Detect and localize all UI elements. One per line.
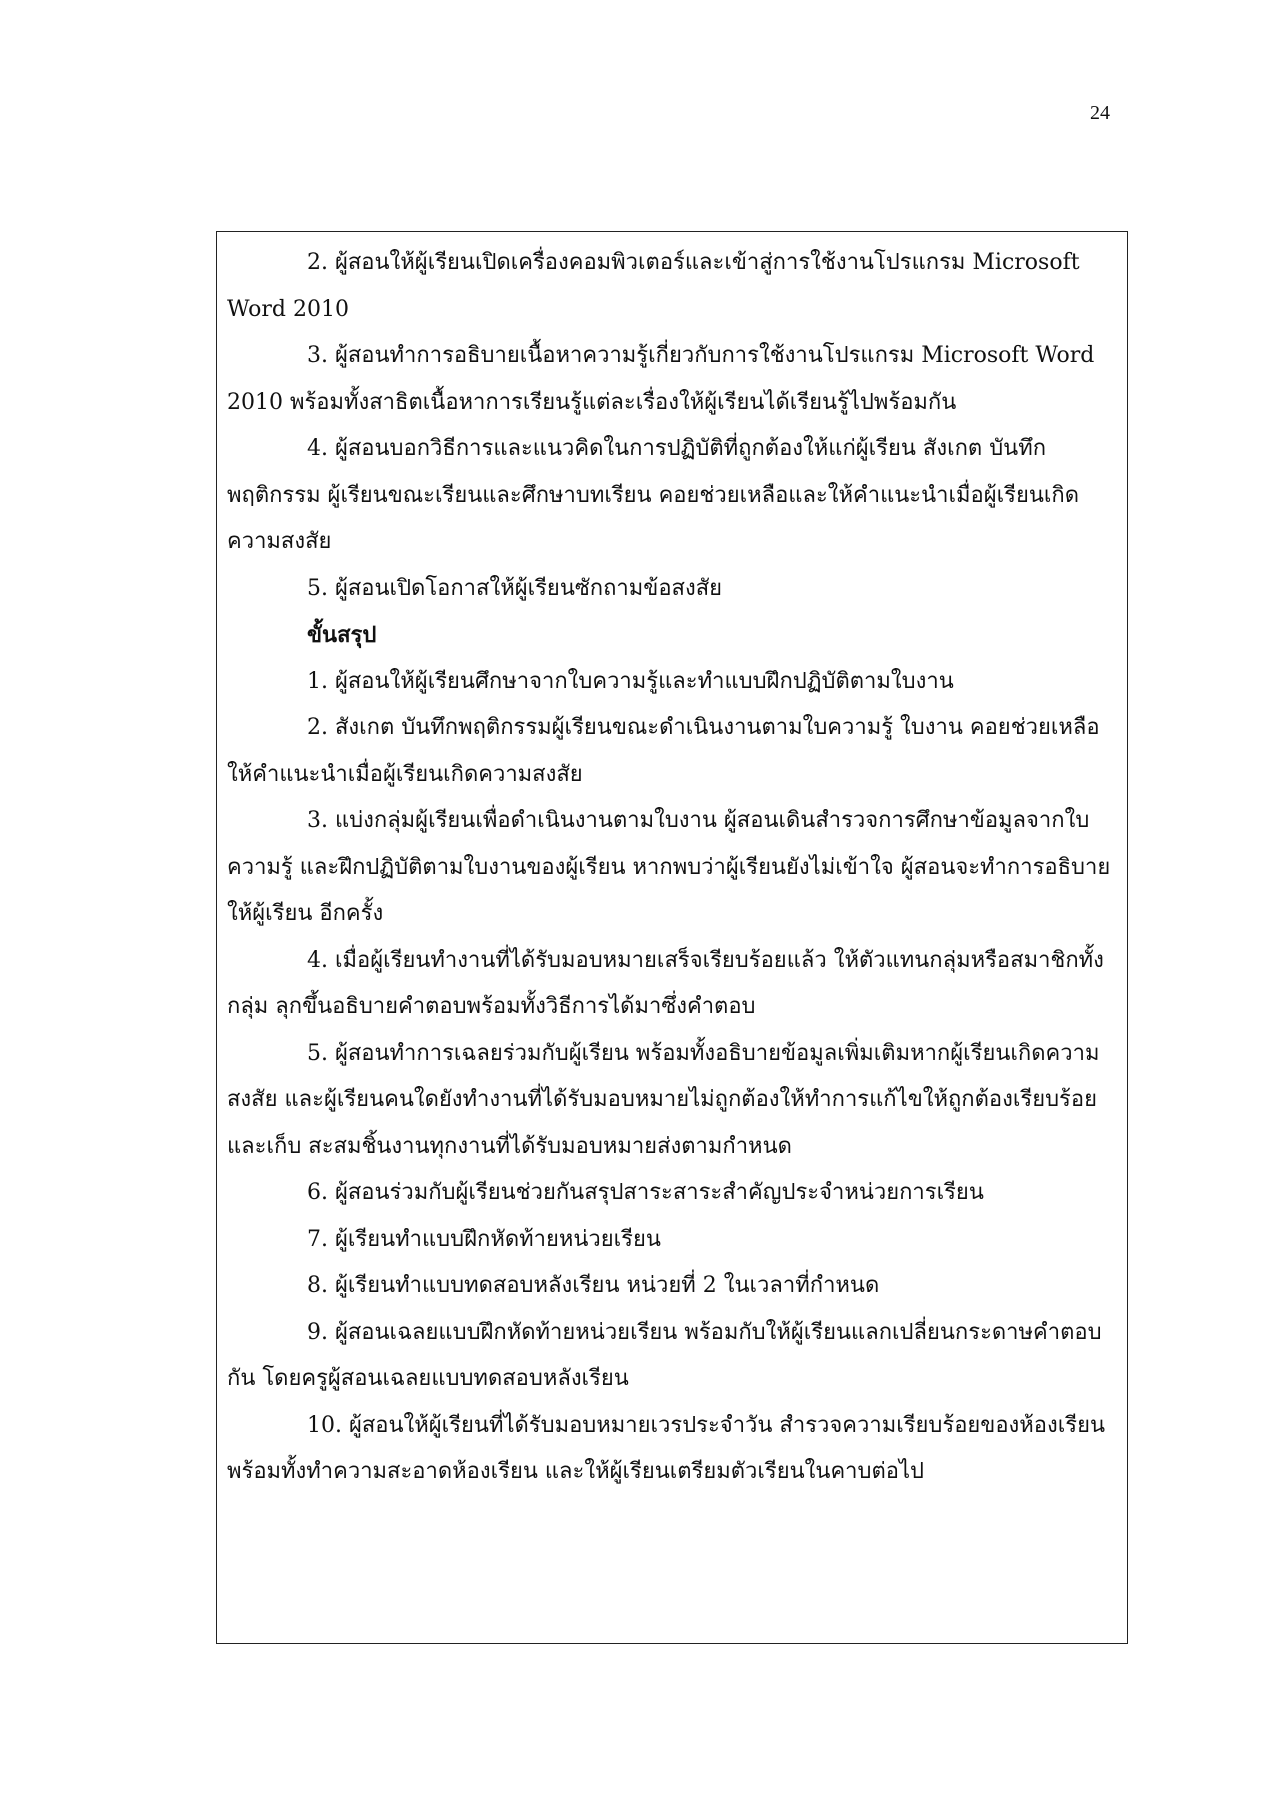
- conclusion-step-1: 1. ผู้สอนให้ผู้เรียนศึกษาจากใบความรู้และทำแบบฝึกปฏิบัติตามใบงาน: [307, 668, 954, 694]
- content-box: [216, 231, 1128, 1644]
- conclusion-step-6: 6. ผู้สอนร่วมกับผู้เรียนช่วยกันสรุปสาระสาระสำคัญประจำหน่วยการเรียน: [307, 1180, 984, 1205]
- paragraph-step-3: 3. ผู้สอนทำการอธิบายเนื้อหาความรู้เกี่ยวกับการใช้งานโปรแกรม Microsoft Word 2010 พร้อมทั้งสาธิตเนื้อหาการเรียนรู้แต่ละเรื่องให้ผู้เรียนได้เรียนรู้ไปพร้อมกัน: [227, 343, 1095, 415]
- conclusion-step-5: 5. ผู้สอนทำการเฉลยร่วมกับผู้เรียน พร้อมทั้งอธิบายข้อมูลเพิ่มเติมหากผู้เรียนเกิดความสงสัย และผู้เรียนคนใดยังทำงานที่ได้รับมอบหมายไม่ถูกต้องให้ทำการแก้ไขให้ถูกต้องเรียบร้อยและเก็บ สะสมชิ้นงานทุกงานที่ได้รับมอบหมายส่งตามกำหนด: [227, 1040, 1100, 1159]
- conclusion-step-9: 9. ผู้สอนเฉลยแบบฝึกหัดท้ายหน่วยเรียน พร้อมกับให้ผู้เรียนแลกเปลี่ยนกระดาษคำตอบกัน โดยครูผู้สอนเฉลยแบบทดสอบหลังเรียน: [227, 1319, 1102, 1391]
- paragraph-step-5: 5. ผู้สอนเปิดโอกาสให้ผู้เรียนซักถามข้อสงสัย: [307, 575, 723, 601]
- conclusion-step-8: 8. ผู้เรียนทำแบบทดสอบหลังเรียน หน่วยที่ 2 ในเวลาที่กำหนด: [307, 1273, 880, 1298]
- paragraph-step-4: 4. ผู้สอนบอกวิธีการและแนวคิดในการปฏิบัติที่ถูกต้องให้แก่ผู้เรียน สังเกต บันทึกพฤติกรรม ผู้เรียนขณะเรียนและศึกษาบทเรียน คอยช่วยเหลือและให้คำแนะนำเมื่อผู้เรียนเกิดความสงสัย: [227, 436, 1080, 554]
- conclusion-step-4: 4. เมื่อผู้เรียนทำงานที่ได้รับมอบหมายเสร็จเรียบร้อยแล้ว ให้ตัวแทนกลุ่มหรือสมาชิกทั้งกลุ่ม ลุกขึ้นอธิบายคำตอบพร้อมทั้งวิธีการได้มาซึ่งคำตอบ: [227, 947, 1104, 1019]
- paragraph-step-2: 2. ผู้สอนให้ผู้เรียนเปิดเครื่องคอมพิวเตอร์และเข้าสู่การใช้งานโปรแกรม Microsoft Word 2010: [227, 250, 1080, 322]
- conclusion-step-3: 3. แบ่งกลุ่มผู้เรียนเพื่อดำเนินงานตามใบงาน ผู้สอนเดินสำรวจการศึกษาข้อมูลจากใบความรู้ และฝึกปฏิบัติตามใบงานของผู้เรียน หากพบว่าผู้เรียนยังไม่เข้าใจ ผู้สอนจะทำการอธิบายให้ผู้เรียน อีกครั้ง: [227, 808, 1111, 926]
- conclusion-step-7: 7. ผู้เรียนทำแบบฝึกหัดท้ายหน่วยเรียน: [307, 1226, 661, 1252]
- page-number: 24: [1090, 102, 1110, 124]
- conclusion-step-2: 2. สังเกต บันทึกพฤติกรรมผู้เรียนขณะดำเนินงานตามใบความรู้ ใบงาน คอยช่วยเหลือ ให้คำแนะนำเมื่อผู้เรียนเกิดความสงสัย: [227, 715, 1100, 787]
- conclusion-step-10: 10. ผู้สอนให้ผู้เรียนที่ได้รับมอบหมายเวรประจำวัน สำรวจความเรียบร้อยของห้องเรียน พร้อมทั้งทำความสะอาดห้องเรียน และให้ผู้เรียนเตรียมตัวเรียนในคาบต่อไป: [227, 1412, 1106, 1484]
- section-heading-conclusion: ขั้นสรุป: [307, 622, 377, 648]
